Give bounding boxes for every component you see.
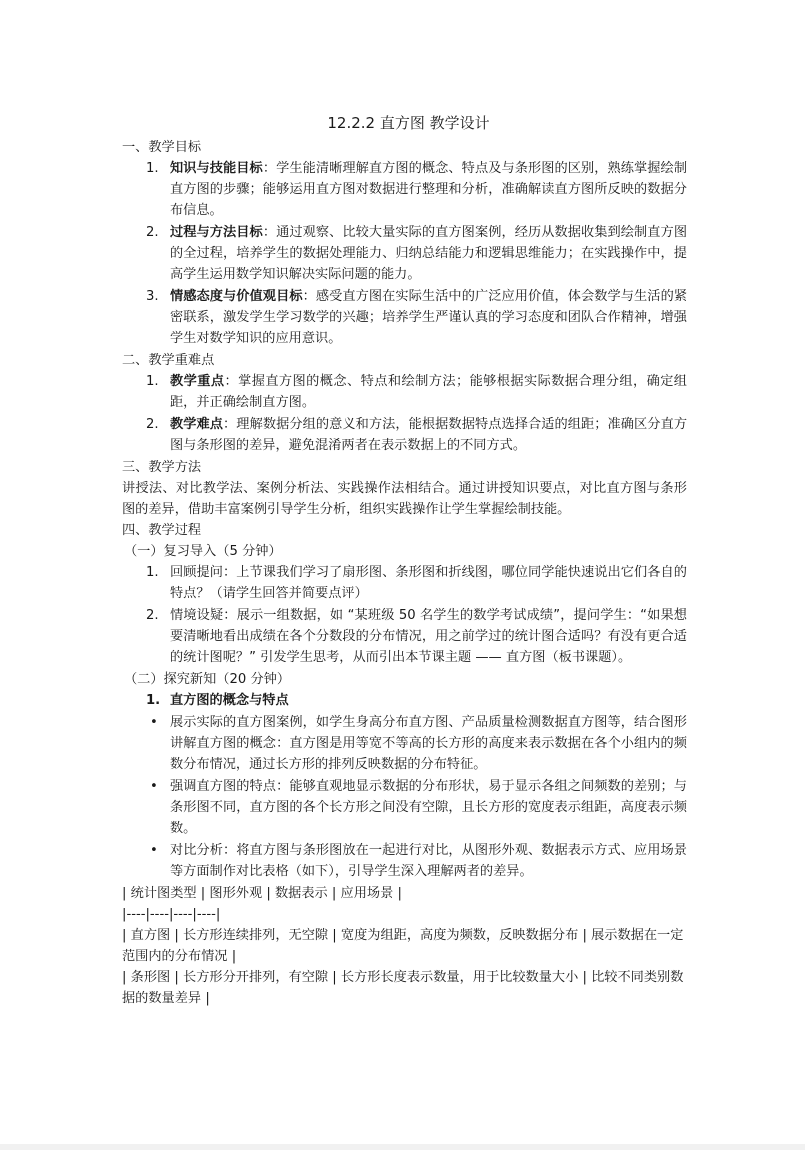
list-item bbox=[122, 840, 687, 882]
list-item bbox=[122, 158, 687, 221]
list-item bbox=[122, 562, 687, 604]
bullet-icon: • bbox=[150, 843, 158, 858]
item-text: ：理解数据分组的意义和方法，能根据数据特点选择合适的组距；准确区分直方图与条形图的差异，避免混淆两者在表示数据上的不同方式。 bbox=[170, 417, 688, 453]
subsection-heading-explore: （二）探究新知（20 分钟） bbox=[124, 672, 291, 687]
section-heading-process: 四、教学过程 bbox=[122, 523, 202, 538]
document-title: 12.2.2 直方图 教学设计 bbox=[327, 114, 490, 132]
list-item bbox=[122, 371, 687, 413]
key-points-list bbox=[122, 371, 687, 456]
item-bold-label: 知识与技能目标 bbox=[170, 161, 263, 176]
list-number: 2. bbox=[146, 608, 159, 623]
list-number: 2. bbox=[146, 225, 159, 240]
document-content bbox=[122, 112, 687, 1009]
list-item bbox=[122, 776, 687, 839]
item-bold-label: 过程与方法目标 bbox=[170, 225, 263, 240]
table-row: | 直方图 | 长方形连续排列，无空隙 | 宽度为组距，高度为频数，反映数据分布 | 展示数据在一定范围内的分布情况 | bbox=[122, 928, 684, 964]
item-bold-label: 教学重点 bbox=[170, 374, 225, 389]
section-heading-objectives: 一、教学目标 bbox=[122, 140, 202, 155]
markdown-table bbox=[122, 883, 687, 1009]
list-item bbox=[122, 414, 687, 456]
list-number: 1. bbox=[146, 374, 159, 389]
item-text: ：学生能清晰理解直方图的概念、特点及与条形图的区别，熟练掌握绘制直方图的步骤；能够运用直方图对数据进行整理和分析，准确解读直方图所反映的数据分布信息。 bbox=[170, 161, 688, 218]
item-text: 回顾提问：上节课我们学习了扇形图、条形图和折线图，哪位同学能快速说出它们各自的特点？（请学生回答并简要点评） bbox=[170, 565, 687, 601]
bullet-icon: • bbox=[150, 779, 158, 794]
list-number: 2. bbox=[146, 417, 159, 432]
objectives-list bbox=[122, 158, 687, 349]
bullet-icon: • bbox=[150, 715, 158, 730]
review-list bbox=[122, 562, 687, 668]
item-text: 情境设疑：展示一组数据，如 “某班级 50 名学生的数学考试成绩”，提问学生：“如果想要清晰地看出成绩在各个分数段的分布情况，用之前学过的统计图合适吗？有没有更合适的统计图呢？” 引发学生思考，从而引出本节课主题 —— 直方图（板书课题）。 bbox=[170, 608, 687, 665]
list-number: 3. bbox=[146, 289, 159, 304]
item-text: 展示实际的直方图案例，如学生身高分布直方图、产品质量检测数据直方图等，结合图形讲解直方图的概念：直方图是用等宽不等高的长方形的高度来表示数据在各个小组内的频数分布情况，通过长方形的排列反映数据的分布特征。 bbox=[170, 715, 687, 772]
table-row: | 统计图类型 | 图形外观 | 数据表示 | 应用场景 | bbox=[122, 886, 402, 901]
page-bottom-bar bbox=[0, 1144, 805, 1150]
section-heading-methods: 三、教学方法 bbox=[122, 460, 202, 475]
subsection-heading-review: （一）复习导入（5 分钟） bbox=[124, 544, 282, 559]
list-number: 1. bbox=[146, 693, 161, 708]
item-text: 强调直方图的特点：能够直观地显示数据的分布形状，易于显示各组之间频数的差别；与条形图不同，直方图的各个长方形之间没有空隙，且长方形的宽度表示组距，高度表示频数。 bbox=[170, 779, 687, 836]
item-bold-label: 情感态度与价值观目标 bbox=[170, 289, 303, 304]
methods-paragraph: 讲授法、对比教学法、案例分析法、实践操作法相结合。通过讲授知识要点，对比直方图与条形图的差异，借助丰富案例引导学生分析，组织实践操作让学生掌握绘制技能。 bbox=[122, 481, 687, 517]
sub-topic-title: 直方图的概念与特点 bbox=[170, 693, 289, 708]
list-item bbox=[122, 222, 687, 285]
item-bold-label: 教学难点 bbox=[170, 417, 224, 432]
list-item bbox=[122, 286, 687, 349]
list-number: 1. bbox=[146, 565, 159, 580]
list-number: 1. bbox=[146, 161, 159, 176]
item-text: ：掌握直方图的概念、特点和绘制方法；能够根据实际数据合理分组，确定组距，并正确绘制直方图。 bbox=[170, 374, 687, 410]
bullet-list bbox=[122, 712, 687, 882]
item-text: 对比分析：将直方图与条形图放在一起进行对比，从图形外观、数据表示方式、应用场景等方面制作对比表格（如下），引导学生深入理解两者的差异。 bbox=[170, 843, 687, 879]
table-row: |----|----|----|----| bbox=[122, 907, 221, 922]
section-heading-key-points: 二、教学重难点 bbox=[122, 353, 215, 368]
list-item bbox=[122, 605, 687, 668]
item-text: ：感受直方图在实际生活中的广泛应用价值，体会数学与生活的紧密联系，激发学生学习数学的兴趣；培养学生严谨认真的学习态度和团队合作精神，增强学生对数学知识的应用意识。 bbox=[170, 289, 688, 346]
list-item bbox=[122, 712, 687, 775]
sub-topic-heading bbox=[122, 690, 687, 711]
table-row: | 条形图 | 长方形分开排列，有空隙 | 长方形长度表示数量，用于比较数量大小 | 比较不同类别数据的数量差异 | bbox=[122, 970, 684, 1006]
item-text: ：通过观察、比较大量实际的直方图案例，经历从数据收集到绘制直方图的全过程，培养学生的数据处理能力、归纳总结能力和逻辑思维能力；在实践操作中，提高学生运用数学知识解决实际问题的能力。 bbox=[170, 225, 688, 282]
